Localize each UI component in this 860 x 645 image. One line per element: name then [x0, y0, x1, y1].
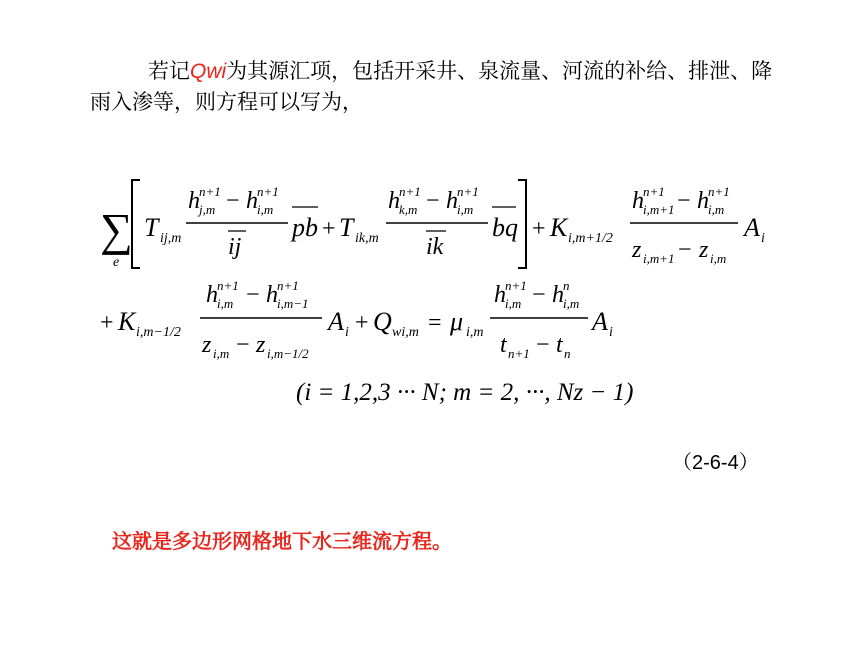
svg-text:wi,m: wi,m	[392, 325, 419, 340]
frac5-denominator: t	[500, 332, 507, 358]
svg-text:h: h	[246, 188, 258, 214]
svg-text:t: t	[556, 332, 563, 358]
intro-text-after: 为其源汇项，包括开采井、泉流量、河流的补给、排泄、降雨入渗等，则方程可以写为，	[90, 59, 773, 114]
svg-text:ik,m: ik,m	[355, 231, 379, 246]
index-condition: (i = 1,2,3 ··· N; m = 2, ···, Nz − 1)	[296, 379, 634, 406]
frac3-numerator: h	[632, 188, 644, 214]
frac2-numerator: h	[388, 188, 400, 214]
svg-text:k,m: k,m	[399, 202, 418, 217]
frac1-numerator: h	[188, 188, 200, 214]
T-ij-m: T	[144, 213, 159, 242]
svg-text:−: −	[226, 188, 240, 214]
svg-text:i,m−1: i,m−1	[277, 296, 309, 311]
svg-text:+: +	[355, 310, 369, 336]
svg-text:i,m: i,m	[217, 296, 234, 311]
left-bracket	[132, 180, 140, 268]
svg-text:i,m: i,m	[505, 296, 522, 311]
svg-text:−: −	[236, 332, 250, 358]
svg-text:i,m+1/2: i,m+1/2	[568, 231, 613, 246]
svg-text:z: z	[699, 237, 709, 263]
T-ik-m: T	[339, 213, 354, 242]
svg-text:n+1: n+1	[399, 184, 421, 199]
source-sink-variable: Qwi	[190, 60, 227, 83]
svg-text:+: +	[100, 310, 114, 336]
svg-text:h: h	[697, 188, 709, 214]
svg-text:=: =	[428, 310, 442, 336]
svg-text:ij,m: ij,m	[160, 231, 182, 246]
A-i-term3: A	[592, 307, 608, 336]
svg-text:n+1: n+1	[643, 184, 665, 199]
Q-wi-m: Q	[373, 307, 392, 336]
equation-number: （2-6-4）	[672, 452, 759, 474]
svg-text:n+1: n+1	[257, 184, 279, 199]
frac5-numerator: h	[494, 282, 506, 308]
frac4-denominator: z	[202, 332, 212, 358]
summation-sign: ∑	[100, 204, 133, 255]
svg-text:n+1: n+1	[277, 278, 299, 293]
svg-text:−: −	[532, 282, 546, 308]
svg-text:i,m−1/2: i,m−1/2	[136, 325, 181, 340]
svg-text:n+1: n+1	[217, 278, 239, 293]
svg-text:i,m: i,m	[708, 202, 725, 217]
svg-text:h: h	[266, 282, 278, 308]
sum-index-e: e	[113, 255, 120, 270]
frac3-denominator: z	[632, 237, 642, 263]
svg-text:n+1: n+1	[199, 184, 221, 199]
svg-text:z: z	[256, 332, 266, 358]
svg-text:−: −	[536, 332, 550, 358]
svg-text:i: i	[345, 325, 349, 340]
svg-text:+: +	[532, 216, 546, 242]
svg-text:i,m+1: i,m+1	[643, 251, 675, 266]
svg-text:i,m: i,m	[710, 251, 727, 266]
svg-text:h: h	[446, 188, 458, 214]
svg-text:n: n	[564, 346, 571, 361]
K-i-m-minus-half: K	[118, 307, 136, 336]
intro-text-before: 若记	[148, 59, 190, 83]
mu-i-m: μ	[450, 307, 464, 336]
svg-text:i,m: i,m	[213, 346, 230, 361]
svg-text:+: +	[322, 216, 336, 242]
svg-text:n+1: n+1	[505, 278, 527, 293]
svg-text:i,m: i,m	[257, 202, 274, 217]
frac1-denominator: ij	[228, 234, 242, 260]
svg-text:i: i	[609, 325, 613, 340]
K-i-m-plus-half: K	[550, 213, 568, 242]
right-bracket	[518, 180, 526, 268]
bq-term: bq	[492, 213, 518, 242]
svg-text:−: −	[246, 282, 260, 308]
svg-text:−: −	[678, 237, 692, 263]
svg-text:n: n	[563, 278, 570, 293]
svg-text:i,m+1: i,m+1	[643, 202, 675, 217]
svg-text:n+1: n+1	[457, 184, 479, 199]
A-i-term2: A	[328, 307, 344, 336]
svg-text:n+1: n+1	[508, 346, 530, 361]
svg-text:n+1: n+1	[708, 184, 730, 199]
pb-term: pb	[292, 213, 318, 242]
svg-text:i,m−1/2: i,m−1/2	[267, 346, 309, 361]
svg-text:i,m: i,m	[466, 325, 484, 340]
A-i-term1: A	[744, 213, 760, 242]
frac4-numerator: h	[206, 282, 218, 308]
svg-text:h: h	[552, 282, 564, 308]
svg-text:j,m: j,m	[199, 202, 216, 217]
svg-text:i: i	[761, 231, 765, 246]
conclusion-text: 这就是多边形网格地下水三维流方程。	[112, 529, 452, 553]
svg-text:i,m: i,m	[457, 202, 474, 217]
svg-text:−: −	[677, 188, 691, 214]
frac2-denominator: ik	[426, 234, 444, 260]
svg-text:−: −	[426, 188, 440, 214]
svg-text:i,m: i,m	[563, 296, 580, 311]
